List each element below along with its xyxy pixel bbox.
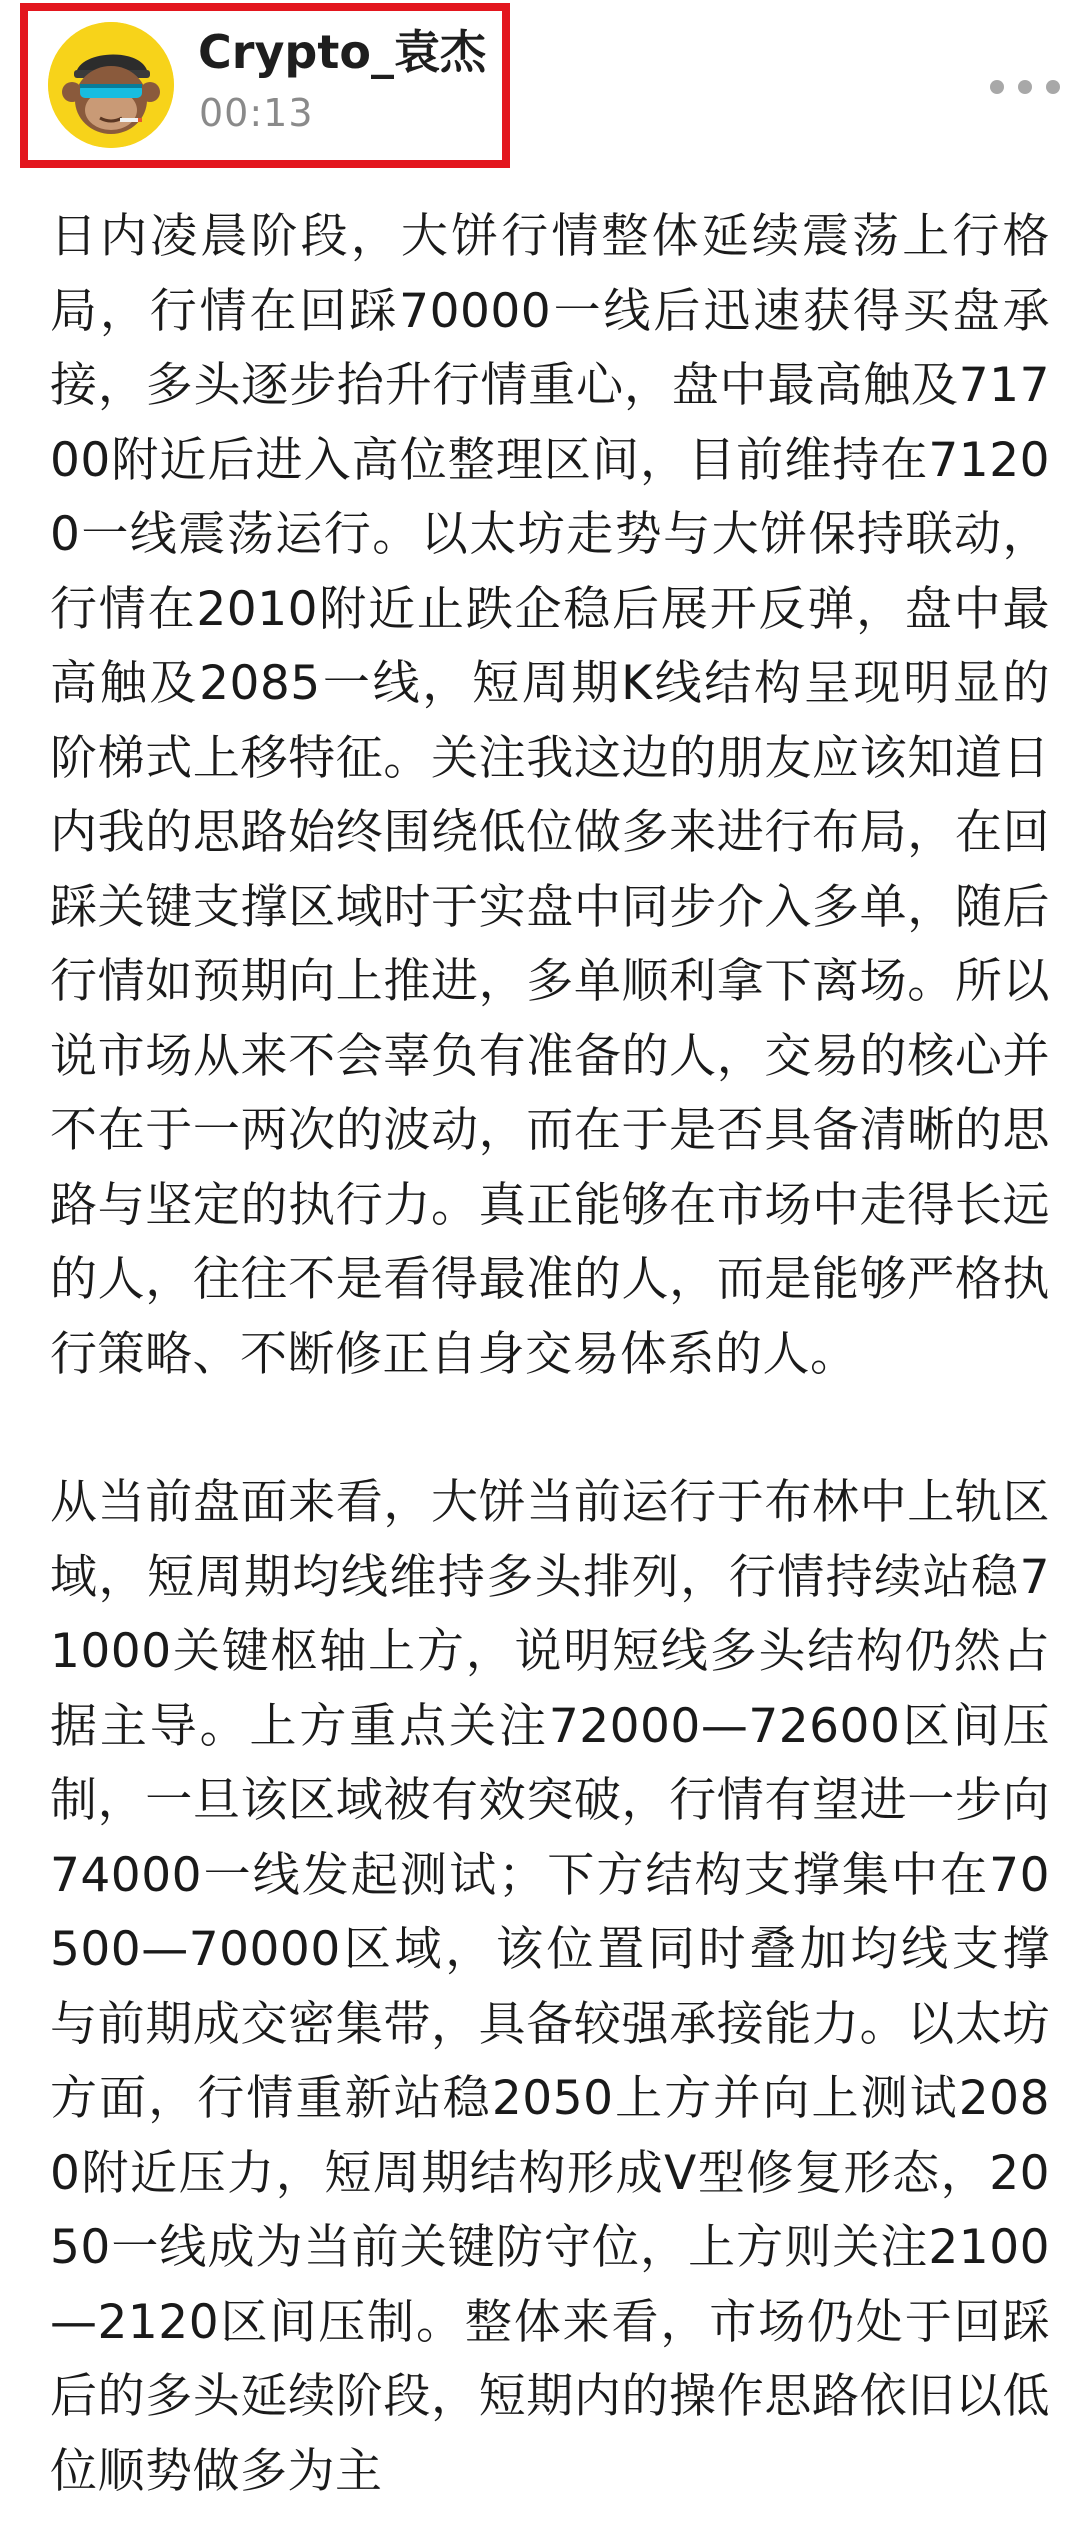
post-header <box>0 0 1080 170</box>
more-dots-icon <box>1046 80 1060 94</box>
avatar[interactable] <box>48 22 174 148</box>
post-paragraph: 从当前盘面来看，大饼当前运行于布林中上轨区域，短周期均线维持多头排列，行情持续站稳71000关键枢轴上方，说明短线多头结构仍然占据主导。上方重点关注72000—72600区间压制，一旦该区域被有效突破，行情有望进一步向74000一线发起测试；下方结构支撑集中在70500—70000区域，该位置同时叠加均线支撑与前期成交密集带，具备较强承接能力。以太坊方面，行情重新站稳2050上方并向上测试2080附近压力，短周期结构形成V型修复形态，2050一线成为当前关键防守位，上方则关注2100—2120区间压制。整体来看，市场仍处于回踩后的多头延续阶段，短期内的操作思路依旧以低位顺势做多为主 <box>50 1475 1050 2499</box>
post-paragraph: 日内凌晨阶段，大饼行情整体延续震荡上行格局，行情在回踩70000一线后迅速获得买盘承接，多头逐步抬升行情重心，盘中最高触及71700附近后进入高位整理区间，目前维持在71200一线震荡运行。以太坊走势与大饼保持联动，行情在2010附近止跌企稳后展开反弹，盘中最高触及2085一线，短周期K线结构呈现明显的阶梯式上移特征。关注我这边的朋友应该知道日内我的思路始终围绕低位做多来进行布局，在回踩关键支撑区域时于实盘中同步介入多单，随后行情如预期向上推进，多单顺利拿下离场。所以说市场从来不会辜负有准备的人，交易的核心并不在于一两次的波动，而在于是否具备清晰的思路与坚定的执行力。真正能够在市场中走得长远的人，往往不是看得最准的人，而是能够严格执行策略、不断修正自身交易体系的人。 <box>50 209 1050 1382</box>
monkey-avatar-icon <box>48 22 174 148</box>
more-dots-icon <box>1018 80 1032 94</box>
post-time: 00:13 <box>199 91 314 135</box>
more-dots-icon <box>990 80 1004 94</box>
author-name[interactable]: Crypto_袁杰 <box>198 25 486 79</box>
more-options-button[interactable] <box>990 72 1060 102</box>
post-body <box>50 200 1050 2509</box>
